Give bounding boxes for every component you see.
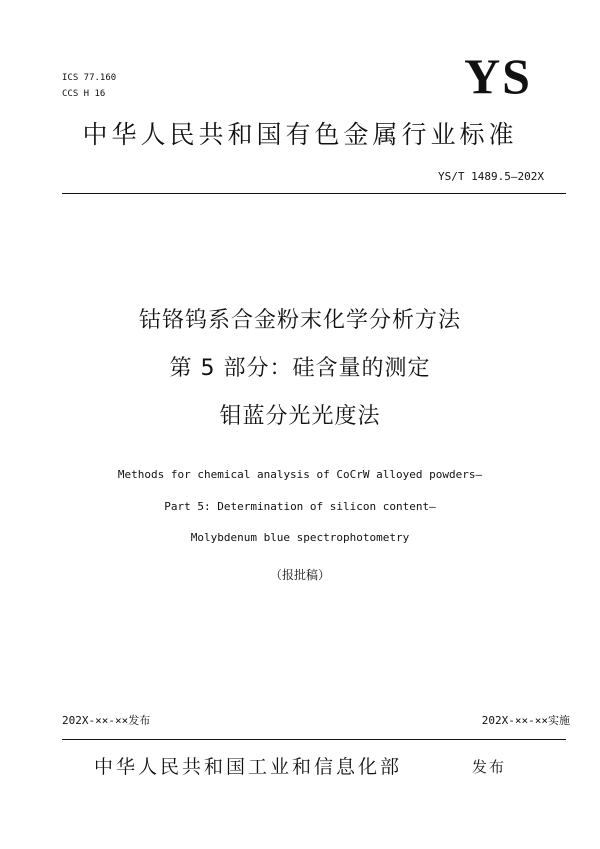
issue-label: 发布 (472, 758, 507, 776)
standard-number: YS/T 1489.5—202X (438, 170, 544, 183)
draft-status: （报批稿） (269, 568, 330, 582)
classification-codes (62, 70, 116, 102)
publish-date: 202X-××-××发布 (62, 714, 151, 727)
ccs-code: CCS H 16 (62, 89, 106, 99)
issuing-authority: 中华人民共和国工业和信息化部 (94, 756, 403, 778)
standard-logo: YS (464, 48, 532, 104)
title-zh-line-3: 钼蓝分光光度法 (219, 404, 381, 429)
title-en-line-2: Part 5: Determination of silicon content— (164, 500, 436, 513)
standard-type-heading: 中华人民共和国有色金属行业标准 (82, 120, 518, 149)
title-zh-line-2: 第 5 部分：硅含量的测定 (169, 356, 431, 381)
title-en-line-1: Methods for chemical analysis of CoCrW alloyed powders— (117, 468, 483, 481)
ics-code: ICS 77.160 (62, 73, 117, 83)
title-en-line-3: Molybdenum blue spectrophotometry (190, 531, 410, 544)
implement-date: 202X-××-××实施 (481, 714, 570, 727)
title-zh-line-1: 钴铬钨系合金粉末化学分析方法 (138, 308, 461, 333)
top-divider (62, 193, 566, 194)
bottom-divider (62, 739, 566, 740)
